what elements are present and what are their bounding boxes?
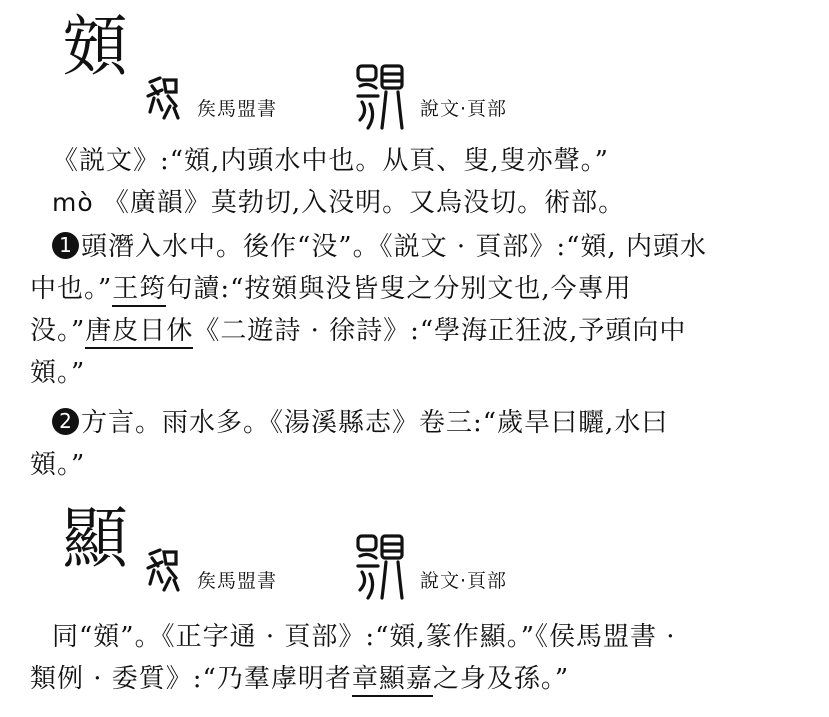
small-seal-glyph [146, 548, 180, 592]
source-label-large-seal: 說文·頁部 [420, 570, 508, 592]
sense-1-poem-citation: 《二遊詩 · 徐詩》:“學海正狂波,予頭向中 [193, 316, 687, 346]
sense-1-citation: 句讀:“按頞與没皆叟之分别文也,今專用 [166, 274, 632, 304]
headword: 頞 [62, 8, 126, 85]
entry-head [0, 492, 829, 622]
sense-number-2-icon: 2 [52, 408, 79, 435]
sense-2-line-2: 頞。” [30, 450, 86, 480]
large-seal-glyph [354, 62, 406, 132]
variant-citation: 類例 · 委質》:“乃羣虖明者 [30, 664, 352, 694]
variant-citation-end: 之身及孫。” [432, 664, 570, 694]
dictionary-entry-2 [0, 492, 829, 694]
fanqie-text: 《廣韻》莫勃切,入没明。又烏没切。術部。 [102, 188, 626, 218]
sense-1-line-2 [30, 268, 800, 310]
sense-1-line-3 [30, 310, 800, 352]
person-name-wang-yun: 王筠 [112, 274, 166, 307]
sense-1-line-4: 頞。” [30, 358, 86, 388]
pronunciation-line [30, 182, 822, 224]
sense-1-text: 頭潛入水中。後作“没”。《説文 · 頁部》:“頞, 内頭水 [81, 232, 707, 262]
source-label-small-seal: 矦馬盟書 [197, 570, 278, 592]
source-label-large-seal: 說文·頁部 [420, 98, 508, 120]
variant-line-2 [30, 658, 800, 700]
sense-1-line-1 [30, 226, 822, 268]
variant-line-1: 同“頞”。《正字通 · 頁部》:“頞,篆作顯。”《侯馬盟書 · [52, 622, 676, 652]
source-label-small-seal: 矦馬盟書 [197, 98, 278, 120]
sense-2-line-1 [30, 402, 822, 444]
large-seal-glyph [354, 532, 406, 602]
pinyin-text: mò [52, 188, 94, 217]
person-name-zhang-xianjia: 章顯嘉 [352, 664, 433, 697]
sense-2-text: 方言。雨水多。《湯溪縣志》卷三:“歲旱曰矖,水曰 [81, 408, 669, 438]
headword: 顯 [62, 500, 126, 577]
definition-quote-line: 《説文》:“頞,内頭水中也。从頁、叟,叟亦聲。” [52, 146, 609, 176]
person-name-pi-rixiu: 唐皮日休 [85, 316, 193, 349]
small-seal-glyph [146, 76, 180, 120]
sense-number-1-icon: 1 [52, 232, 79, 259]
entry-head [0, 0, 829, 130]
sense-1-quote-end-2: 没。” [30, 316, 86, 346]
sense-1-quote-end: 中也。” [30, 274, 113, 304]
